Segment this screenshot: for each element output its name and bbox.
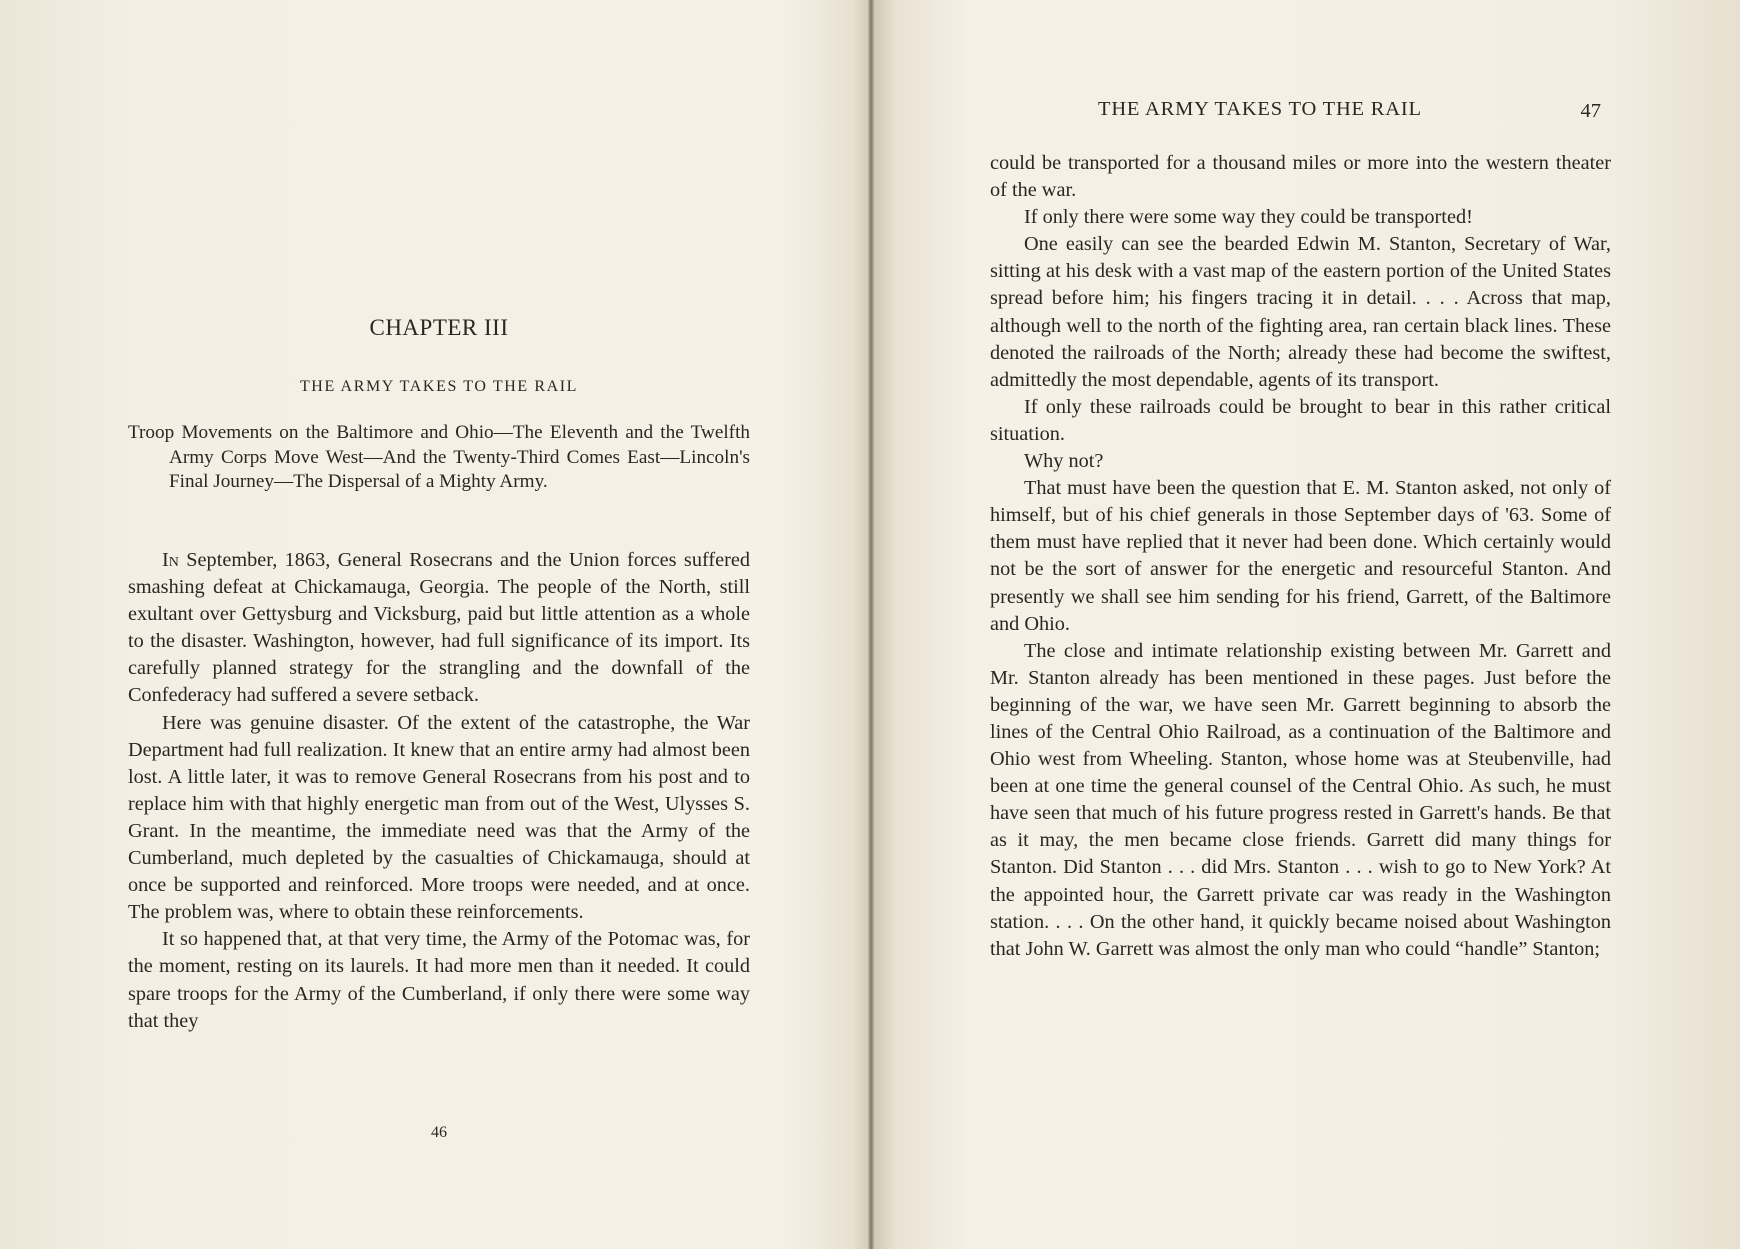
right-paragraph-7: The close and intimate relationship existing between Mr. Garrett and Mr. Stanton already has been mentioned in these pages. Just before the beginning of the war, we have seen Mr. Garrett beginning to absorb the lines of the Central Ohio Railroad, as a continuation of the Baltimore and Ohio west from Wheeling. Stanton, whose home was at Steubenville, had been at one time the general counsel of the Central Ohio. As such, he must have seen that much of his future progress rested in Garrett's hands. Be that as it may, the men became close friends. Garrett did many things for Stanton. Did Stanton . . . did Mrs. Stanton . . . wish to go to New York? At the appointed hour, the Garrett private car was ready in the Washington station. . . . On the other hand, it quickly became noised about Washington that John W. Garrett was almost the only man who could “handle” Stanton; [990, 639, 1611, 960]
book-gutter [868, 0, 874, 1249]
right-page [990, 0, 1611, 1249]
left-paragraph-2: Here was genuine disaster. Of the extent of the catastrophe, the War Department had full realization. It knew that an entire army had almost been lost. A little later, it was to remove General Rosecrans from his post and to replace him with that highly energetic man from out of the West, Ulysses S. Grant. In the meantime, the immediate need was that the Army of the Cumberland, much depleted by the casualties of Chickamauga, should at once be supported and reinforced. More troops were needed, and at once. The problem was, where to obtain these reinforcements. [128, 711, 750, 924]
left-page-body [128, 547, 750, 1035]
right-paragraph-5: Why not? [1024, 450, 1104, 473]
left-paragraph-3: It so happened that, at that very time, the Army of the Potomac was, for the moment, resting on its laurels. It had more men than it needed. It could spare troops for the Army of the Cumberland, if only there were some way that they [128, 928, 750, 1032]
right-paragraph-3: One easily can see the bearded Edwin M. Stanton, Secretary of War, sitting at his desk with a vast map of the eastern portion of the United States spread before him; his fingers tracing it in detail. . . . Across that map, although well to the north of the fighting area, ran certain black lines. These denoted the railroads of the North; already these had become the swiftest, admittedly the most dependable, agents of its transport. [990, 233, 1611, 391]
right-page-number: 47 [1580, 100, 1601, 122]
left-page [128, 0, 750, 1249]
right-paragraph-6: That must have been the question that E. M. Stanton asked, not only of himself, but of his chief generals in those September days of '63. Some of them must have replied that it never had been done. Which certainly would not be the sort of answer for the energetic and resourceful Stanton. And presently we shall see him sending for his friend, Garrett, of the Baltimore and Ohio. [990, 477, 1611, 635]
chapter-synopsis: Troop Movements on the Baltimore and Ohio—The Eleventh and the Twelfth Army Corps Move West—And the Twenty-Third Comes East—Lincoln's Final Journey—The Dispersal of a Mighty Army. [128, 422, 750, 493]
chapter-heading: CHAPTER III [369, 315, 509, 340]
chapter-subtitle: THE ARMY TAKES TO THE RAIL [299, 378, 579, 395]
left-paragraph-1-text: September, 1863, General Rosecrans and the Union forces suffered smashing defeat at Chickamauga, Georgia. The people of the North, still exultant over Gettysburg and Vicksburg, paid but little attention as a whole to the disaster. Washington, however, had full significance of its import. Its carefully planned strategy for the strangling and the downfall of the Confederacy had suffered a severe setback. [128, 549, 750, 707]
right-paragraph-1: could be transported for a thousand miles or more into the western theater of the war. [990, 152, 1611, 202]
left-paragraph-1 [128, 547, 750, 710]
running-head: THE ARMY TAKES TO THE RAIL [1098, 98, 1422, 120]
lead-word: In [162, 549, 179, 571]
left-page-number: 46 [431, 1124, 447, 1141]
right-paragraph-4: If only these railroads could be brought to bear in this rather critical situation. [990, 395, 1611, 445]
right-paragraph-2: If only there were some way they could be transported! [1024, 206, 1473, 229]
right-page-body [990, 150, 1611, 963]
